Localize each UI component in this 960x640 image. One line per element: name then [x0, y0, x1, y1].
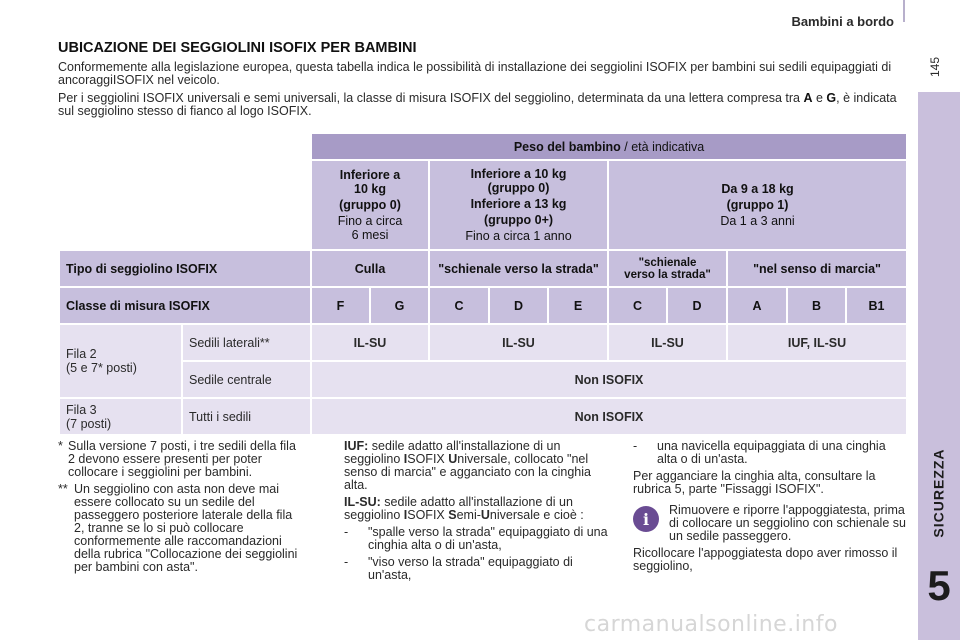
iuf-definition [344, 440, 612, 492]
headrest-paragraph: Ricollocare l'appoggiatesta dopo aver rimosso il seggiolino, [633, 546, 898, 573]
weight-header [312, 134, 906, 159]
watermark: carmanualsonline.info [584, 612, 838, 637]
group-0-weight: Inferiore a [339, 168, 401, 182]
text-run: niversale e cioè : [489, 508, 584, 522]
size-class-cell: A [728, 288, 786, 323]
group-0plus-weight: Inferiore a 10 kg [470, 167, 567, 181]
text-run: emi- [456, 508, 481, 522]
footnote-1-text: Sulla versione 7 posti, i tre sedili della fila 2 devono essere presenti per poter collocare i seggiolini per bambini. [68, 439, 296, 479]
text-run: SOFIX [407, 452, 449, 466]
footnote-1-mark: * [58, 439, 63, 453]
text-run: niversale, collocato "nel senso di marcia" e agganciato con la cinghia alta. [344, 452, 591, 492]
type-schienale-line1: "schienale [638, 256, 697, 269]
text-run: I [403, 452, 408, 466]
page-number-text: 145 [928, 56, 942, 78]
row3-label-line2: (7 posti) [66, 416, 112, 431]
size-class-cell: C [609, 288, 666, 323]
footnote-1 [58, 440, 304, 479]
central-seat-value: Non ISOFIX [312, 362, 906, 397]
row2-label [60, 325, 181, 397]
group-0plus-weight-2: Inferiore a 13 kg [470, 197, 567, 211]
page-number [920, 52, 950, 82]
lateral-culla-value: IL-SU [312, 325, 428, 360]
dash-mark: - [633, 439, 638, 453]
seat-type-label: Tipo di seggiolino ISOFIX [60, 251, 310, 286]
size-class-cell: F [312, 288, 369, 323]
text-run: e [812, 91, 827, 105]
size-class-cell: B1 [847, 288, 906, 323]
group-1-label: (gruppo 1) [726, 198, 789, 212]
footnotes [58, 440, 304, 574]
text-run: , è indicata sul seggiolino stesso di fianco al logo ISOFIX. [58, 91, 897, 118]
ilsu-option-1 [344, 526, 612, 552]
group-1-weight: Da 9 a 18 kg [721, 182, 794, 196]
legend-column [344, 440, 612, 582]
row2-label-line1: Fila 2 [66, 347, 97, 361]
group-0plus-age: Fino a circa 1 anno [465, 229, 572, 243]
footnote-2 [58, 483, 304, 574]
lateral-seats-label: Sedili laterali** [183, 325, 310, 360]
size-class-paragraph [58, 92, 910, 118]
type-schienale-strada: "schienale verso la strada" [430, 251, 607, 286]
text-run: sedile adatto all'installazione di un seggiolino [344, 439, 561, 466]
row3-label-line1: Fila 3 [66, 402, 97, 417]
text-run: I [403, 508, 408, 522]
lateral-g1-rear-value: IL-SU [609, 325, 726, 360]
row2-label-line2: (5 e 7* posti) [66, 361, 137, 375]
ilsu-option-3-text: una navicella equipaggiata di una cinghia alta o di un'asta. [657, 439, 886, 466]
type-schienale-line2: verso la strada" [624, 268, 711, 281]
intro-paragraph: Conformemente alla legislazione europea, questa tabella indica le possibilità di installazione dei seggiolini ISOFIX per bambini sui sedili equipaggiati di ancoraggiISOFIX nel veicolo. [58, 60, 892, 87]
dash-mark: - [344, 555, 349, 569]
size-class-cell: C [430, 288, 488, 323]
size-class-cell: B [788, 288, 845, 323]
text-run: S [448, 508, 457, 522]
size-class-cell: G [371, 288, 428, 323]
type-culla: Culla [312, 251, 428, 286]
type-schienale-strada-g1 [609, 251, 726, 286]
ilsu-option-1-text: "spalle verso la strada" equipaggiato di una cinghia alta o di un'asta, [368, 525, 608, 552]
chapter-label-text: SICUREZZA [931, 448, 947, 538]
size-class-cell: D [668, 288, 726, 323]
iuf-term: IUF: [344, 439, 369, 453]
class-letter-a: A [803, 91, 813, 105]
right-column [633, 440, 909, 573]
text-run: SOFIX [407, 508, 449, 522]
size-class-cell: D [490, 288, 547, 323]
text-run: U [448, 452, 458, 466]
text-run: Per i seggiolini ISOFIX universali e semi universali, la classe di misura ISOFIX del seggiolino, determinata da una lettera compresa tra [58, 91, 804, 105]
info-note [633, 504, 909, 543]
text-run: U [480, 508, 490, 522]
empty-cell [60, 161, 310, 249]
header-divider [903, 0, 905, 22]
section-title: UBICAZIONE DEI SEGGIOLINI ISOFIX PER BAMBINI [58, 40, 417, 56]
info-note-text: Rimuovere e riporre l'appoggiatesta, prima di collocare un seggiolino con schienale su un sedile passeggero. [669, 503, 906, 543]
row3-value: Non ISOFIX [312, 399, 906, 434]
size-class-label: Classe di misura ISOFIX [60, 288, 310, 323]
ilsu-option-3 [633, 440, 909, 466]
row3-seats-label: Tutti i sedili [183, 399, 310, 434]
empty-cell [60, 134, 310, 159]
group-0-header [312, 161, 428, 249]
isofix-table [58, 132, 908, 436]
text-run: sedile adatto all'installazione di un seggiolino [344, 495, 573, 522]
footnote-2-mark: ** [58, 482, 68, 496]
group-0plus-label-2: (gruppo 0+) [483, 213, 554, 227]
central-seat-label: Sedile centrale [183, 362, 310, 397]
dash-mark: - [344, 525, 349, 539]
ilsu-term: IL-SU: [344, 495, 381, 509]
group-0-weight-2: 10 kg [354, 182, 386, 196]
weight-header-bold: Peso del bambino [513, 139, 621, 154]
section-intro [58, 40, 910, 118]
ilsu-definition [344, 496, 612, 522]
page-header-title: Bambini a bordo [791, 14, 894, 29]
size-class-cell: E [549, 288, 607, 323]
chapter-number: 5 [927, 562, 951, 609]
footnote-2-text: Un seggiolino con asta non deve mai essere collocato su un sedile del passeggero posteriore laterale della fila 2, tranne se lo si può collocare conformemente alle raccomandazioni della rubrica "Collocazione dei seggiolini per bambini con asta". [74, 482, 298, 574]
ilsu-option-2-text: "viso verso la strada" equipaggiato di un'asta, [368, 555, 573, 582]
group-0-age-2: 6 mesi [351, 228, 389, 242]
group-0-age: Fino a circa [337, 214, 403, 228]
row3-label [60, 399, 181, 434]
class-letter-g: G [826, 91, 837, 105]
group-1-header [609, 161, 906, 249]
group-0plus-label: (gruppo 0) [487, 181, 550, 195]
weight-header-rest: / età indicativa [620, 139, 705, 154]
chapter-label [918, 428, 960, 558]
group-0plus-header [430, 161, 607, 249]
type-senso-marcia: "nel senso di marcia" [728, 251, 906, 286]
lateral-g1-front-value: IUF, IL-SU [728, 325, 906, 360]
info-icon: i [633, 506, 659, 532]
group-0-label: (gruppo 0) [339, 198, 401, 212]
ilsu-option-2 [344, 556, 612, 582]
top-tether-paragraph: Per agganciare la cinghia alta, consultare la rubrica 5, parte "Fissaggi ISOFIX". [633, 469, 876, 496]
group-1-age: Da 1 a 3 anni [720, 214, 795, 228]
lateral-g0plus-value: IL-SU [430, 325, 607, 360]
